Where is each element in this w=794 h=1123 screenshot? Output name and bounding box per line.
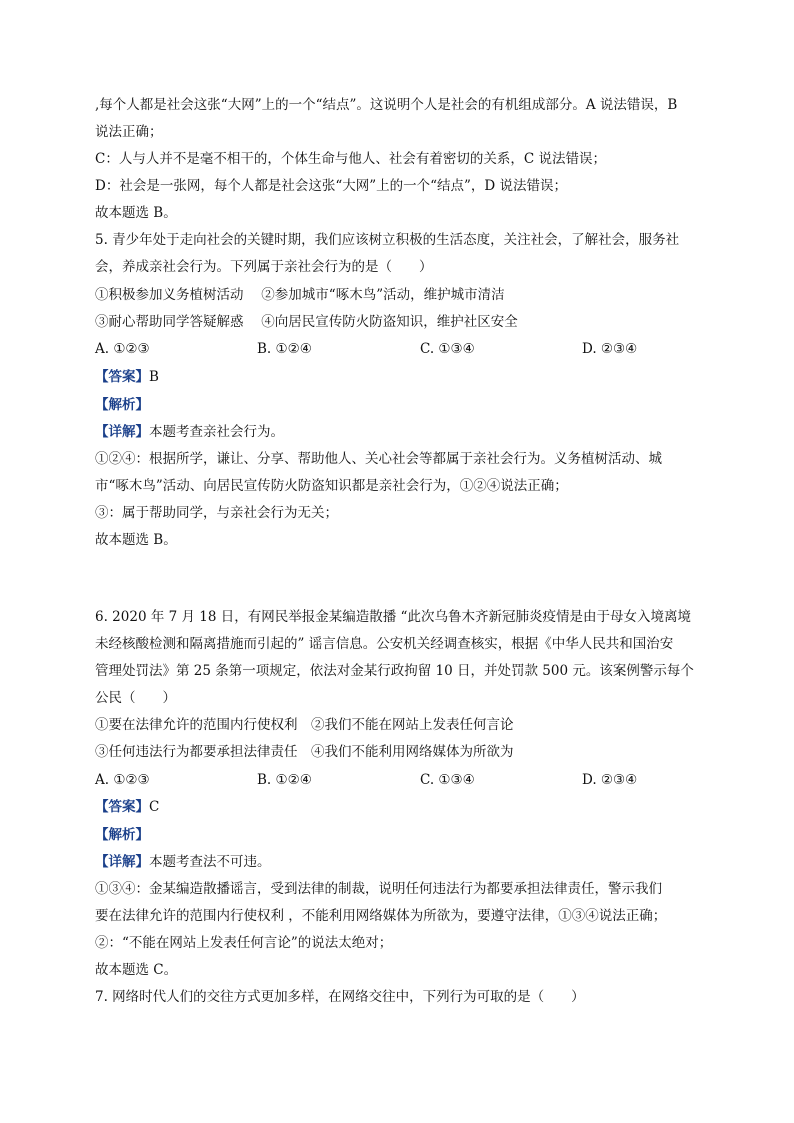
q5-explanation-line1: ①②④：根据所学，谦让、分享、帮助他人、关心社会等都属于亲社会行为。义务植树活动、城: [95, 451, 662, 467]
q4-explanation-line2: 说法正确；: [95, 124, 163, 140]
q5-choice-d: D. ②③④: [582, 341, 638, 357]
q4-option-c-explanation: C：人与人并不是毫不相干的，个体生命与他人、社会有着密切的关系，C 说法错误；: [95, 151, 606, 167]
q5-explanation-line3: ③：属于帮助同学，与亲社会行为无关；: [95, 505, 338, 521]
q6-items-line1: ①要在法律允许的范围内行使权利 ②我们不能在网站上发表任何言论: [95, 717, 514, 733]
q4-explanation-line1: ,每个人都是社会这张“大网”上的一个“结点”。这说明个人是社会的有机组成部分。A 说法错误，B: [95, 97, 678, 113]
analysis-tag: 【解析】: [95, 827, 149, 843]
answer-tag: 【答案】: [95, 369, 149, 385]
q5-choice-c: C. ①③④: [420, 341, 475, 357]
q6-stem-line2: 未经核酸检测和隔离措施而引起的” 谣言信息。公安机关经调查核实，根据《中华人民共和国治安: [95, 636, 674, 652]
q4-option-d-explanation: D：社会是一张网，每个人都是社会这张“大网”上的一个“结点”，D 说法错误；: [95, 178, 568, 194]
q6-answer: [95, 798, 159, 816]
q6-conclusion: 故本题选 C。: [95, 962, 178, 978]
q6-stem-line3: 管理处罚法》第 25 条第一项规定，依法对金某行政拘留 10 日，并处罚款 500 元。该案例警示每个: [95, 663, 694, 679]
q5-answer: [95, 368, 159, 386]
answer-tag: 【答案】: [95, 799, 149, 815]
q6-choice-a: A. ①②③: [95, 772, 150, 788]
analysis-tag: 【解析】: [95, 397, 149, 413]
q5-stem-line2: 会，养成亲社会行为。下列属于亲社会行为的是（ ）: [95, 259, 433, 275]
q5-conclusion: 故本题选 B。: [95, 532, 177, 548]
q5-items-line2: ③耐心帮助同学答疑解惑 ④向居民宣传防火防盗知识，维护社区安全: [95, 314, 518, 330]
detail-tag: 【详解】: [95, 424, 149, 440]
q5-stem-line1: 5. 青少年处于走向社会的关键时期，我们应该树立积极的生活态度，关注社会，了解社会，服务社: [95, 232, 680, 248]
q6-analysis-heading: [95, 826, 149, 844]
q6-detail: [95, 853, 271, 871]
q6-items-line2: ③任何违法行为都要承担法律责任 ④我们不能利用网络媒体为所欲为: [95, 744, 514, 760]
q6-choice-b: B. ①②④: [257, 772, 312, 788]
q6-choice-c: C. ①③④: [420, 772, 475, 788]
q6-choice-d: D. ②③④: [582, 772, 638, 788]
q5-choice-b: B. ①②④: [257, 341, 312, 357]
q6-detail-text: 本题考查法不可违。: [149, 854, 271, 870]
q6-stem-line1: 6. 2020 年 7 月 18 日，有网民举报金某编造散播 “此次乌鲁木齐新冠肺炎疫情是由于母女入境离境: [95, 609, 691, 625]
q6-stem-line4: 公民（ ）: [95, 690, 176, 706]
q6-explanation-line1: ①③④：金某编造散播谣言，受到法律的制裁，说明任何违法行为都要承担法律责任，警示我们: [95, 881, 662, 897]
q5-choice-a: A. ①②③: [95, 341, 150, 357]
detail-tag: 【详解】: [95, 854, 149, 870]
q5-answer-value: B: [149, 369, 159, 385]
q5-explanation-line2: 市“啄木鸟”活动、向居民宣传防火防盗知识都是亲社会行为，①②④说法正确；: [95, 478, 568, 494]
q6-answer-value: C: [149, 799, 160, 815]
q5-items-line1: ①积极参加义务植树活动 ②参加城市“啄木鸟”活动，维护城市清洁: [95, 287, 505, 303]
q4-conclusion: 故本题选 B。: [95, 205, 177, 221]
q7-stem: 7. 网络时代人们的交往方式更加多样，在网络交往中，下列行为可取的是（ ）: [95, 989, 585, 1005]
q5-detail-text: 本题考查亲社会行为。: [149, 424, 284, 440]
q6-explanation-line3: ②：“不能在网站上发表任何言论”的说法太绝对；: [95, 935, 393, 951]
q5-analysis-heading: [95, 396, 149, 414]
q6-explanation-line2: 要在法律允许的范围内行使权利 ，不能利用网络媒体为所欲为，要遵守法律，①③④说法正确；: [95, 908, 667, 924]
q5-detail: [95, 423, 284, 441]
